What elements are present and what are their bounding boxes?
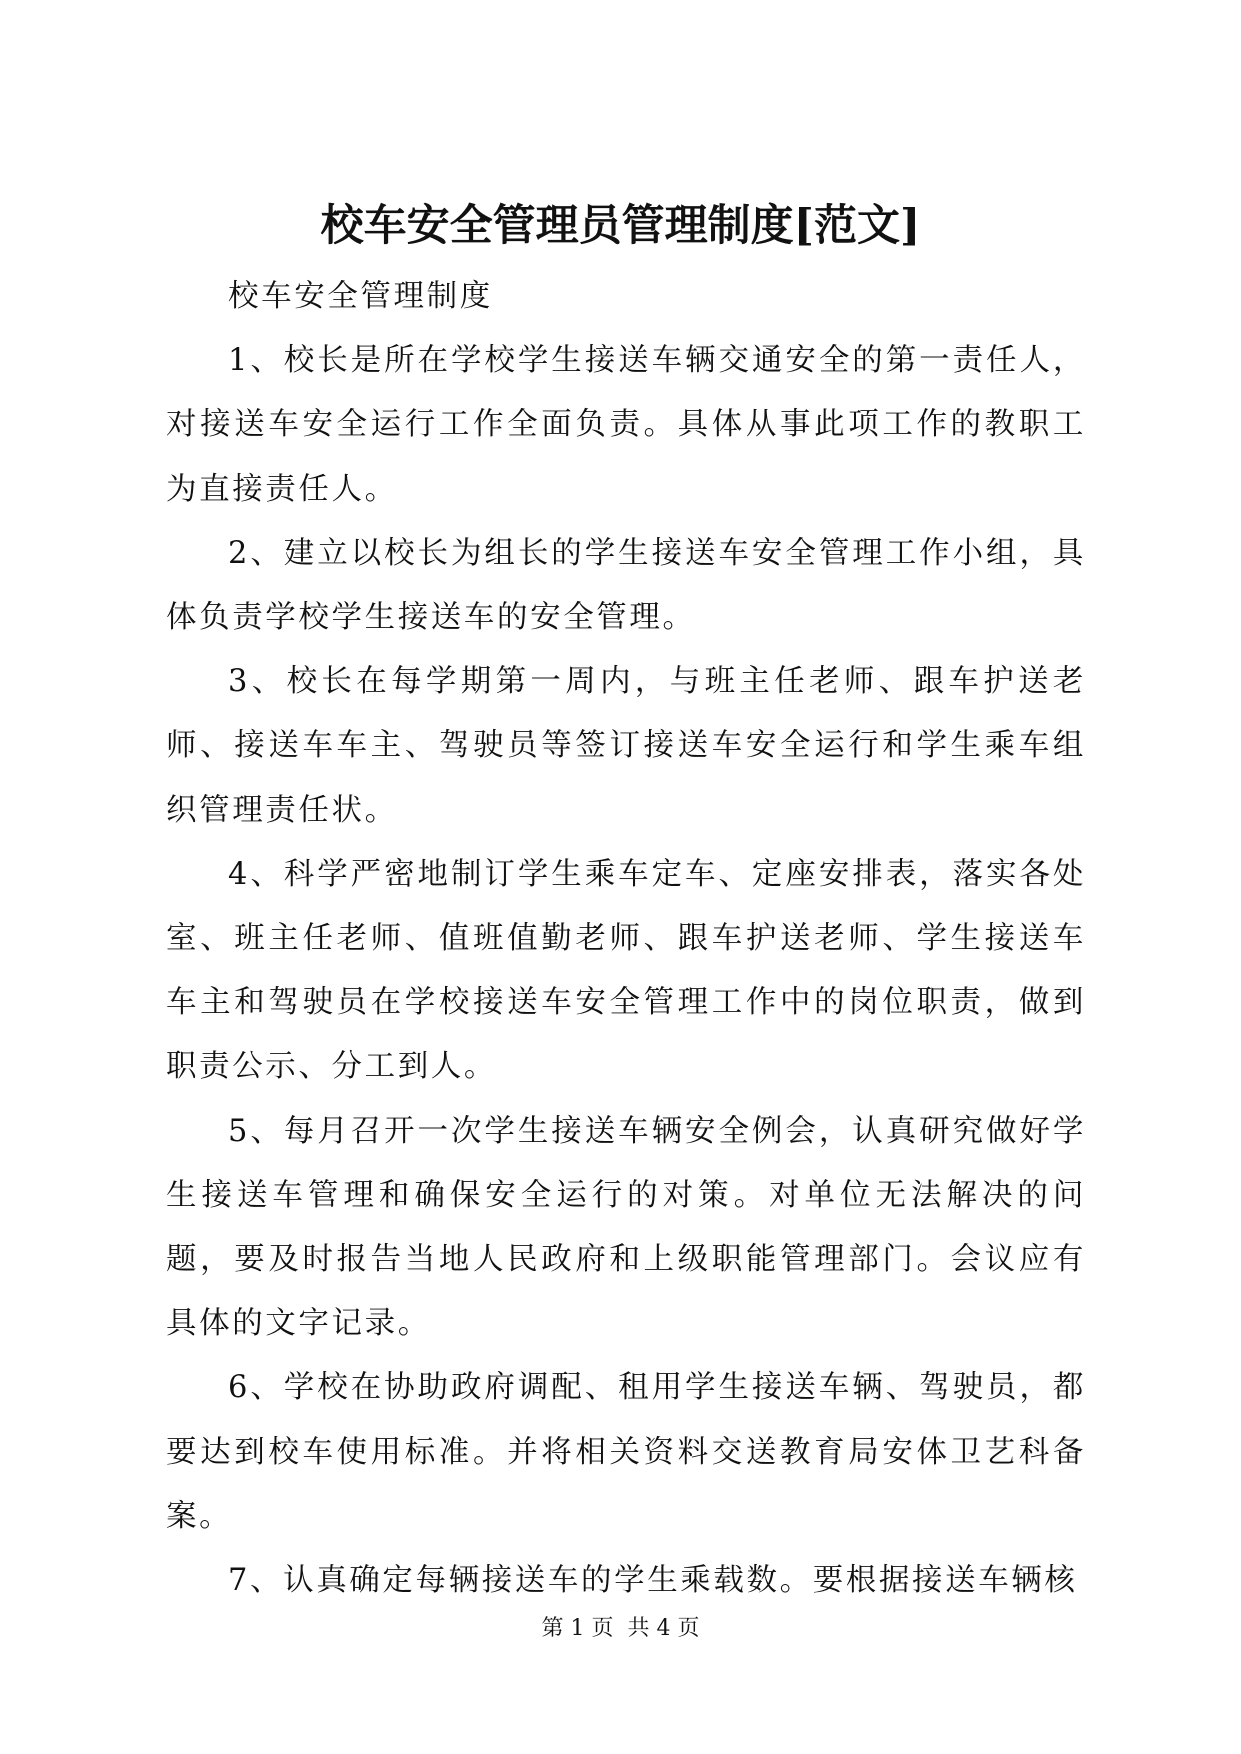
section-heading: 校车安全管理制度 [228, 279, 493, 314]
paragraph-2: 2、建立以校长为组长的学生接送车安全管理工作小组，具体负责学校学生接送车的安全管理。 [166, 535, 1086, 636]
paragraph-1: 1、校长是所在学校学生接送车辆交通安全的第一责任人，对接送车安全运行工作全面负责。具体从事此项工作的教职工为直接责任人。 [166, 343, 1086, 507]
paragraph-7: 7、认真确定每辆接送车的学生乘载数。要根据接送车辆核 [228, 1563, 1078, 1599]
paragraph-3: 3、校长在每学期第一周内，与班主任老师、跟车护送老师、接送车车主、驾驶员等签订接送车安全运行和学生乘车组织管理责任状。 [166, 664, 1086, 828]
page-number-label: 第 1 页 共 4 页 [541, 1616, 700, 1641]
document-body [166, 265, 1086, 1613]
paragraph-6: 6、学校在协助政府调配、租用学生接送车辆、驾驶员，都要达到校车使用标准。并将相关资料交送教育局安体卫艺科备案。 [166, 1370, 1086, 1534]
page-footer [0, 1614, 1241, 1644]
document-title: 校车安全管理员管理制度[范文] [320, 201, 921, 251]
paragraph-5: 5、每月召开一次学生接送车辆安全例会，认真研究做好学生接送车管理和确保安全运行的对策。对单位无法解决的问题，要及时报告当地人民政府和上级职能管理部门。会议应有具体的文字记录。 [166, 1113, 1086, 1342]
paragraph-4: 4、科学严密地制订学生乘车定车、定座安排表，落实各处室、班主任老师、值班值勤老师、跟车护送老师、学生接送车车主和驾驶员在学校接送车安全管理工作中的岗位职责，做到职责公示、分工到人。 [166, 856, 1086, 1085]
